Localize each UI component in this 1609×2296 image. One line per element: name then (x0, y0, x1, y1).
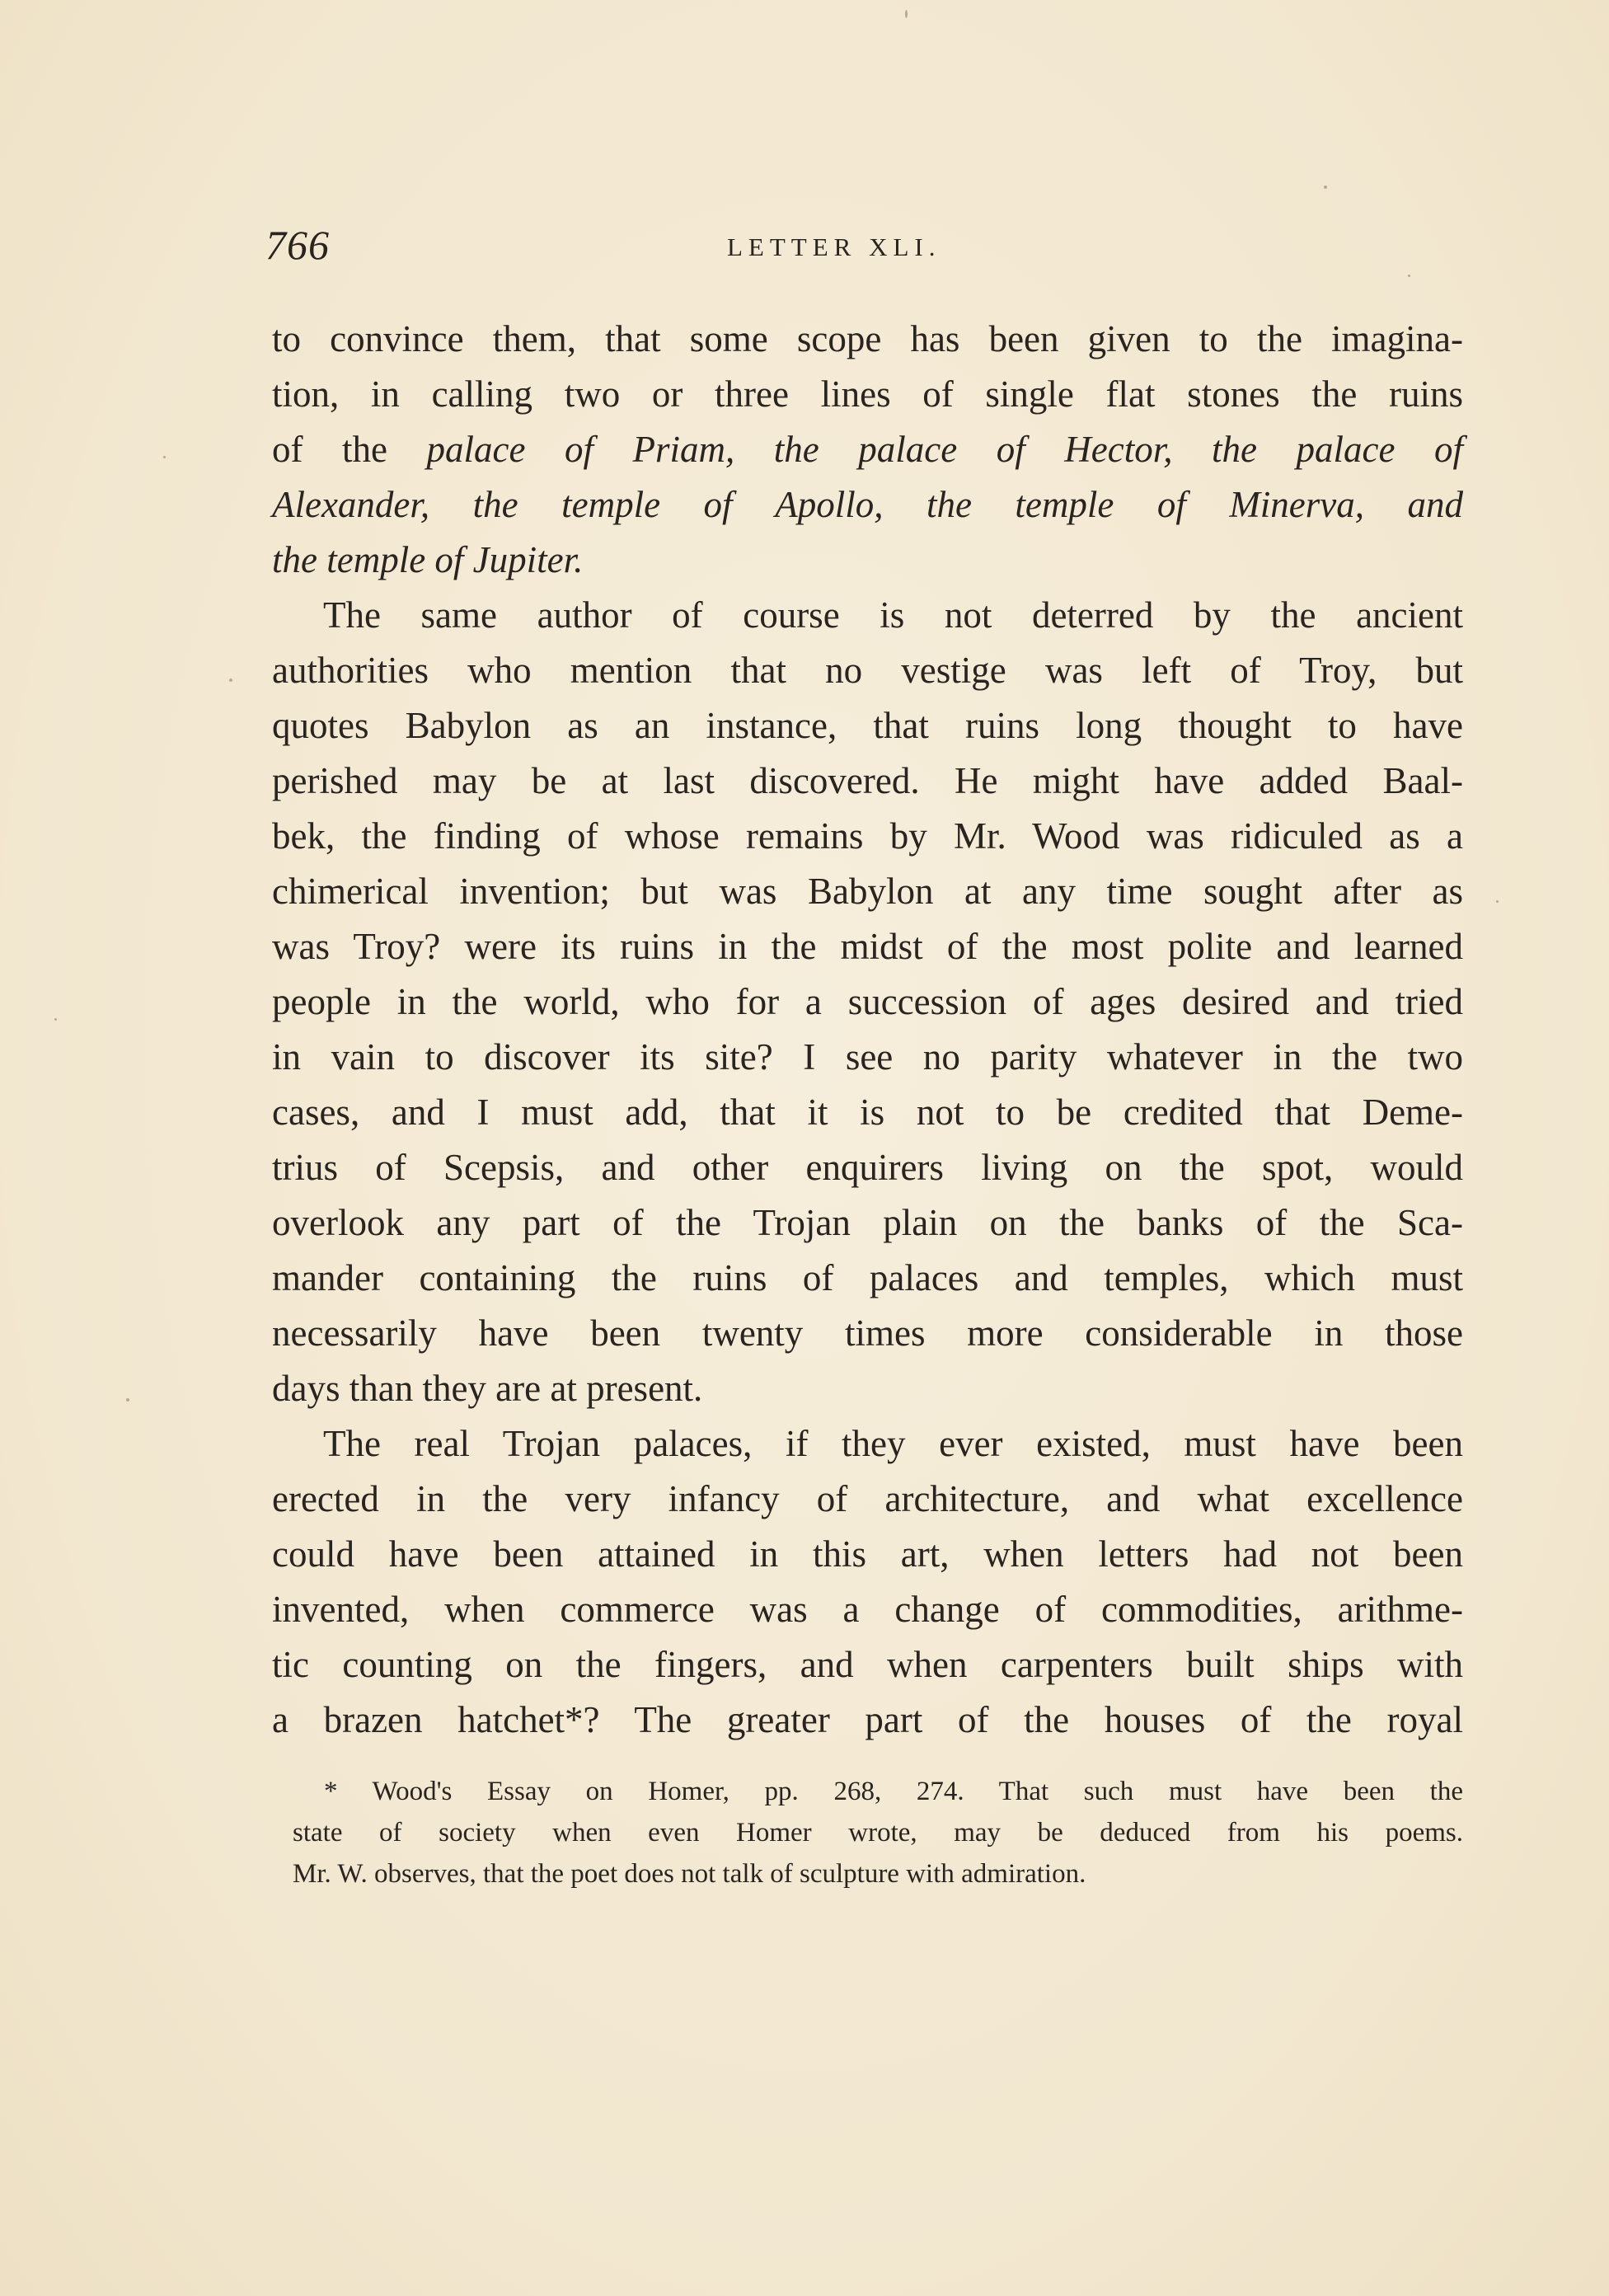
body-text (272, 312, 1463, 1748)
text-line: of the palace of Priam, the palace of Hector, the palace of (272, 429, 1463, 470)
italic-text: palace of Priam, the palace of Hector, the palace of (426, 429, 1463, 470)
page-number: 766 (265, 222, 330, 268)
paper-mark (1324, 185, 1327, 189)
text-line: people in the world, who for a succession of ages desired and tried (272, 981, 1463, 1022)
text-line: mander containing the ruins of palaces and temples, which must (272, 1257, 1463, 1298)
running-title: LETTER XLI. (727, 232, 941, 261)
text-line: could have been attained in this art, when letters had not been (272, 1533, 1463, 1575)
paper-mark (163, 456, 166, 458)
text-line: perished may be at last discovered. He might have added Baal- (272, 760, 1463, 801)
text-line: necessarily have been twenty times more considerable in those (272, 1312, 1463, 1354)
text-line: Alexander, the temple of Apollo, the temple of Minerva, and (272, 484, 1463, 525)
text-line: in vain to discover its site? I see no parity whatever in the two (272, 1036, 1463, 1078)
paper-mark (905, 10, 908, 18)
text-line: invented, when commerce was a change of commodities, arithme- (272, 1589, 1463, 1630)
text-line: erected in the very infancy of architecture, and what excellence (272, 1478, 1463, 1519)
text-line: cases, and I must add, that it is not to be credited that Deme- (272, 1092, 1463, 1133)
footnote-line: Mr. W. observes, that the poet does not talk of sculpture with admiration. (293, 1859, 1086, 1889)
footnote-line: * Wood's Essay on Homer, pp. 268, 274. That such must have been the (324, 1777, 1463, 1806)
text-line: to convince them, that some scope has been given to the imagina- (272, 318, 1463, 359)
text-line: overlook any part of the Trojan plain on the banks of the Sca- (272, 1202, 1463, 1243)
text-line: a brazen hatchet*? The greater part of the houses of the royal (272, 1699, 1463, 1740)
text-line: chimerical invention; but was Babylon at any time sought after as (272, 871, 1463, 912)
text-line: was Troy? were its ruins in the midst of the most polite and learned (272, 926, 1463, 967)
text-line: days than they are at present. (272, 1368, 703, 1409)
text-line: bek, the finding of whose remains by Mr. Wood was ridiculed as a (272, 815, 1463, 857)
text-line: The real Trojan palaces, if they ever existed, must have been (323, 1423, 1463, 1464)
text-line: quotes Babylon as an instance, that ruins long thought to have (272, 705, 1463, 746)
text-line: tion, in calling two or three lines of single flat stones the ruins (272, 373, 1463, 415)
text-line: the temple of Jupiter. (272, 539, 584, 580)
text-line: tic counting on the fingers, and when carpenters built ships with (272, 1644, 1463, 1685)
footnote-line: state of society when even Homer wrote, may be deduced from his poems. (293, 1818, 1463, 1848)
paper-mark (229, 678, 232, 682)
text-line: authorities who mention that no vestige was left of Troy, but (272, 650, 1463, 691)
footnote (293, 1771, 1463, 1895)
page-header (265, 221, 1462, 279)
text-line: The same author of course is not deterred by the ancient (323, 594, 1463, 636)
paper-mark (1496, 900, 1499, 903)
text-line: trius of Scepsis, and other enquirers living on the spot, would (272, 1147, 1463, 1188)
paper-mark (54, 1018, 57, 1021)
paper-mark (126, 1398, 129, 1402)
